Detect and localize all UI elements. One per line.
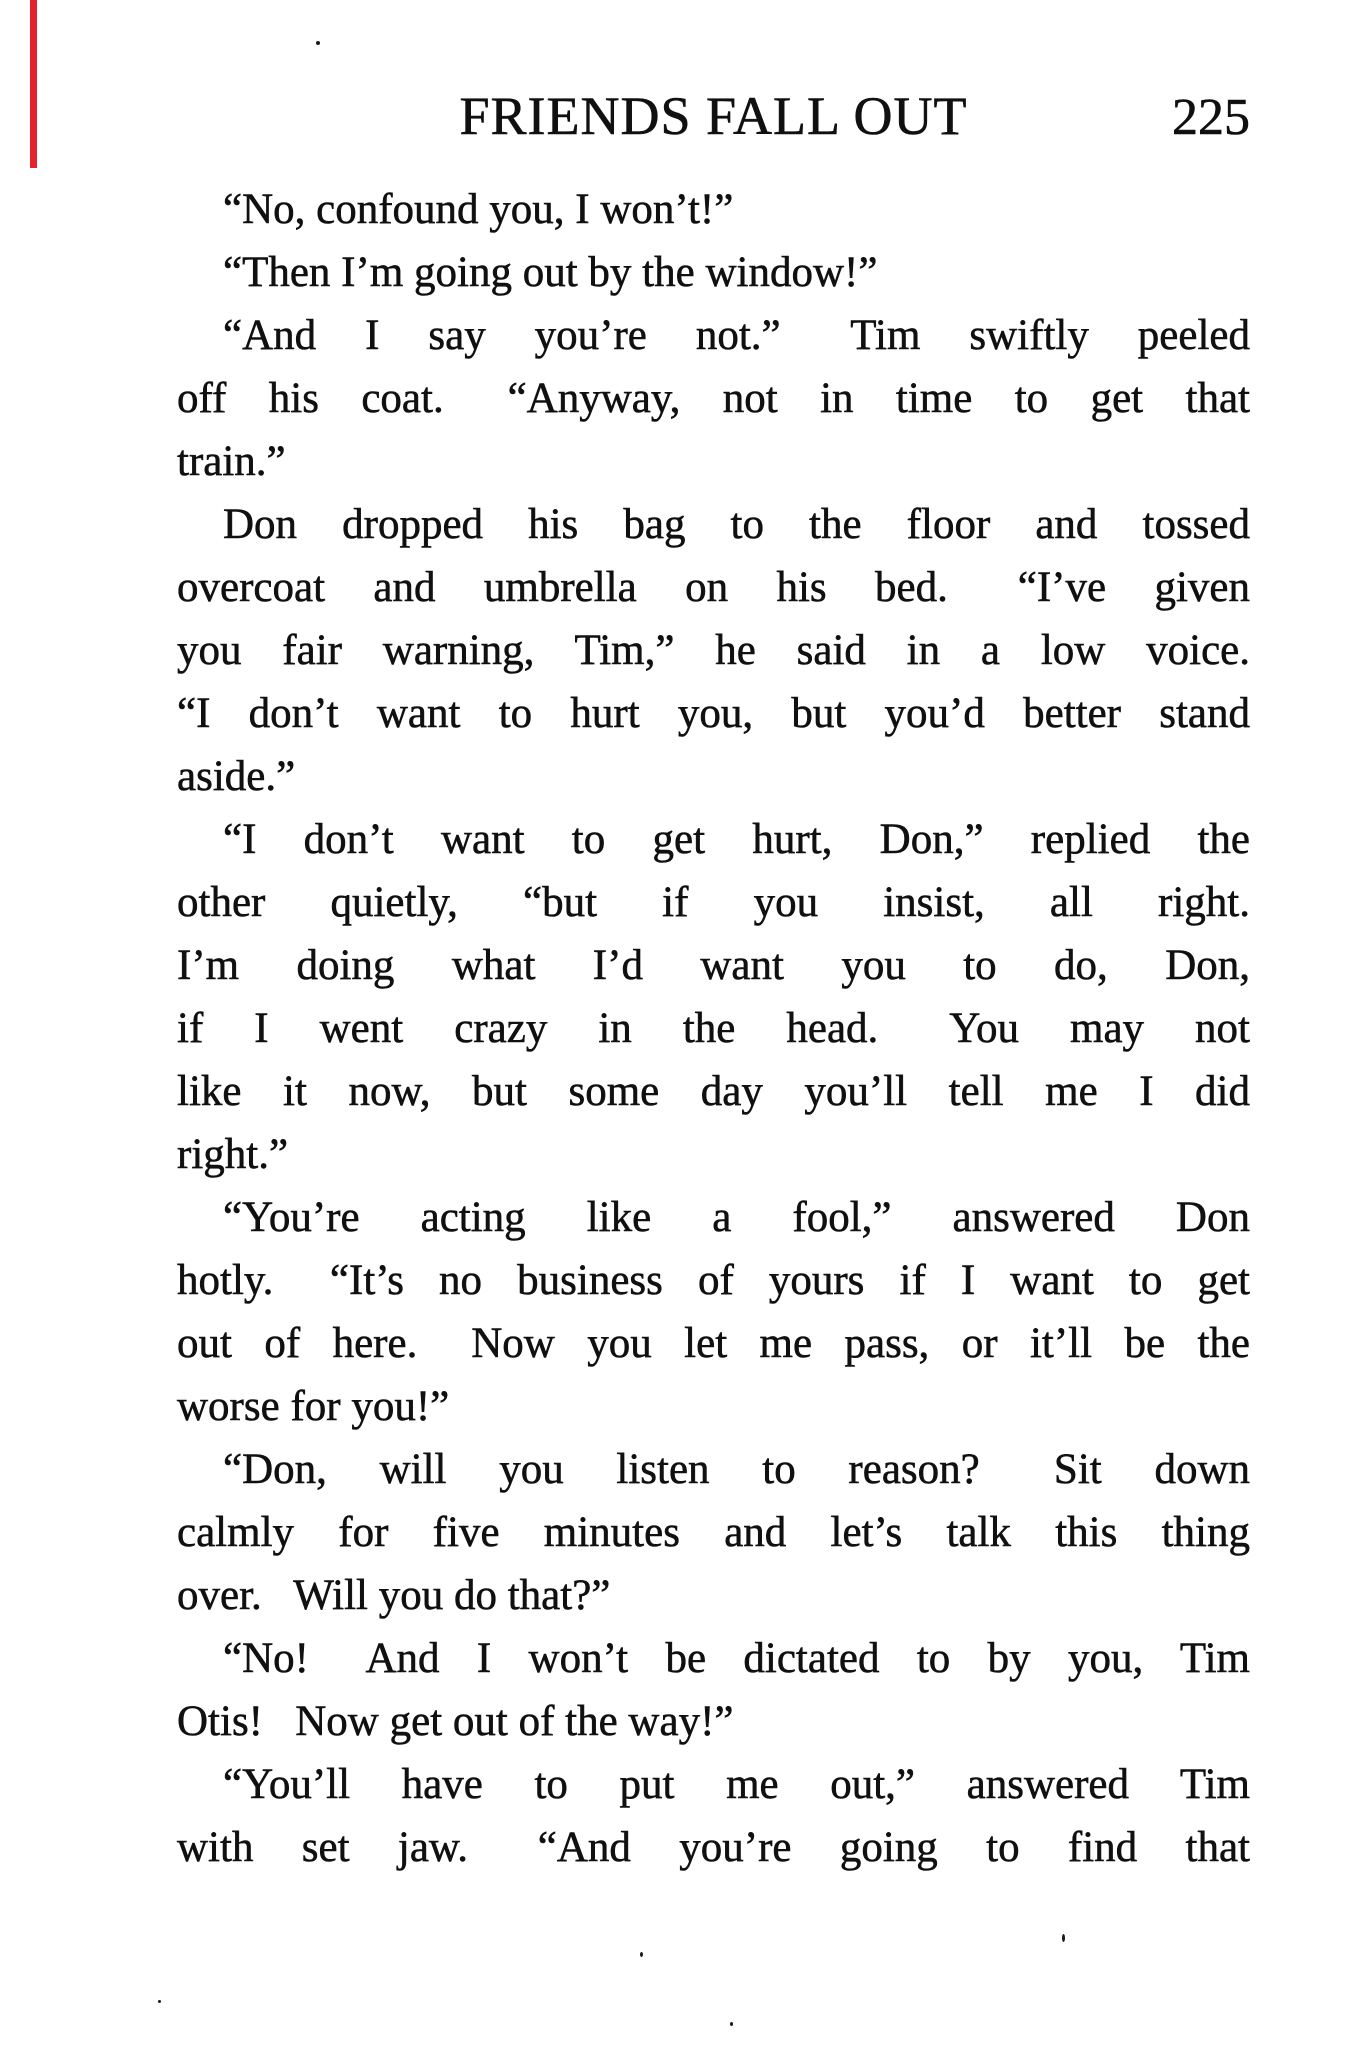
text-line: off his coat. “Anyway, not in time to get that <box>177 375 1250 422</box>
scan-speck <box>316 41 320 45</box>
text-line: “No! And I won’t be dictated to by you, Tim <box>223 1635 1250 1682</box>
text-line: “You’re acting like a fool,” answered Don <box>223 1194 1250 1241</box>
page-header <box>177 86 1250 146</box>
text-block <box>177 178 1250 1879</box>
text-line: aside.” <box>177 753 296 800</box>
text-line: train.” <box>177 438 286 485</box>
text-line: Otis! Now get out of the way!” <box>177 1698 734 1745</box>
running-head-title: FRIENDS FALL OUT <box>459 86 968 146</box>
text-line: “You’ll have to put me out,” answered Tim <box>223 1761 1250 1808</box>
text-line: overcoat and umbrella on his bed. “I’ve given <box>177 564 1250 611</box>
text-line: “Then I’m going out by the window!” <box>223 249 878 296</box>
text-line: with set jaw. “And you’re going to find that <box>177 1824 1250 1871</box>
text-line: like it now, but some day you’ll tell me I did <box>177 1068 1250 1115</box>
text-line: you fair warning, Tim,” he said in a low voice. <box>177 627 1250 674</box>
text-line: over. Will you do that?” <box>177 1572 611 1619</box>
text-line: other quietly, “but if you insist, all right. <box>177 879 1250 926</box>
text-line: worse for you!” <box>177 1383 450 1430</box>
text-line: “And I say you’re not.” Tim swiftly peeled <box>223 312 1250 359</box>
red-margin-mark <box>30 0 37 168</box>
page-number: 225 <box>1172 89 1250 146</box>
text-line: “No, confound you, I won’t!” <box>223 186 734 233</box>
text-line: calmly for five minutes and let’s talk this thing <box>177 1509 1250 1556</box>
text-line: “I don’t want to hurt you, but you’d better stand <box>177 690 1250 737</box>
text-line: “Don, will you listen to reason? Sit down <box>223 1446 1250 1493</box>
text-line: if I went crazy in the head. You may not <box>177 1005 1250 1052</box>
scan-speck <box>158 2000 161 2003</box>
text-line: “I don’t want to get hurt, Don,” replied the <box>223 816 1250 863</box>
text-line: I’m doing what I’d want you to do, Don, <box>177 942 1250 989</box>
text-line: out of here. Now you let me pass, or it’ll be the <box>177 1320 1250 1367</box>
text-line: right.” <box>177 1131 289 1178</box>
scan-speck <box>1062 1934 1065 1942</box>
text-line: Don dropped his bag to the floor and tossed <box>223 501 1250 548</box>
scan-speck <box>730 2022 733 2026</box>
text-line: hotly. “It’s no business of yours if I want to get <box>177 1257 1250 1304</box>
scan-speck <box>640 1952 643 1957</box>
